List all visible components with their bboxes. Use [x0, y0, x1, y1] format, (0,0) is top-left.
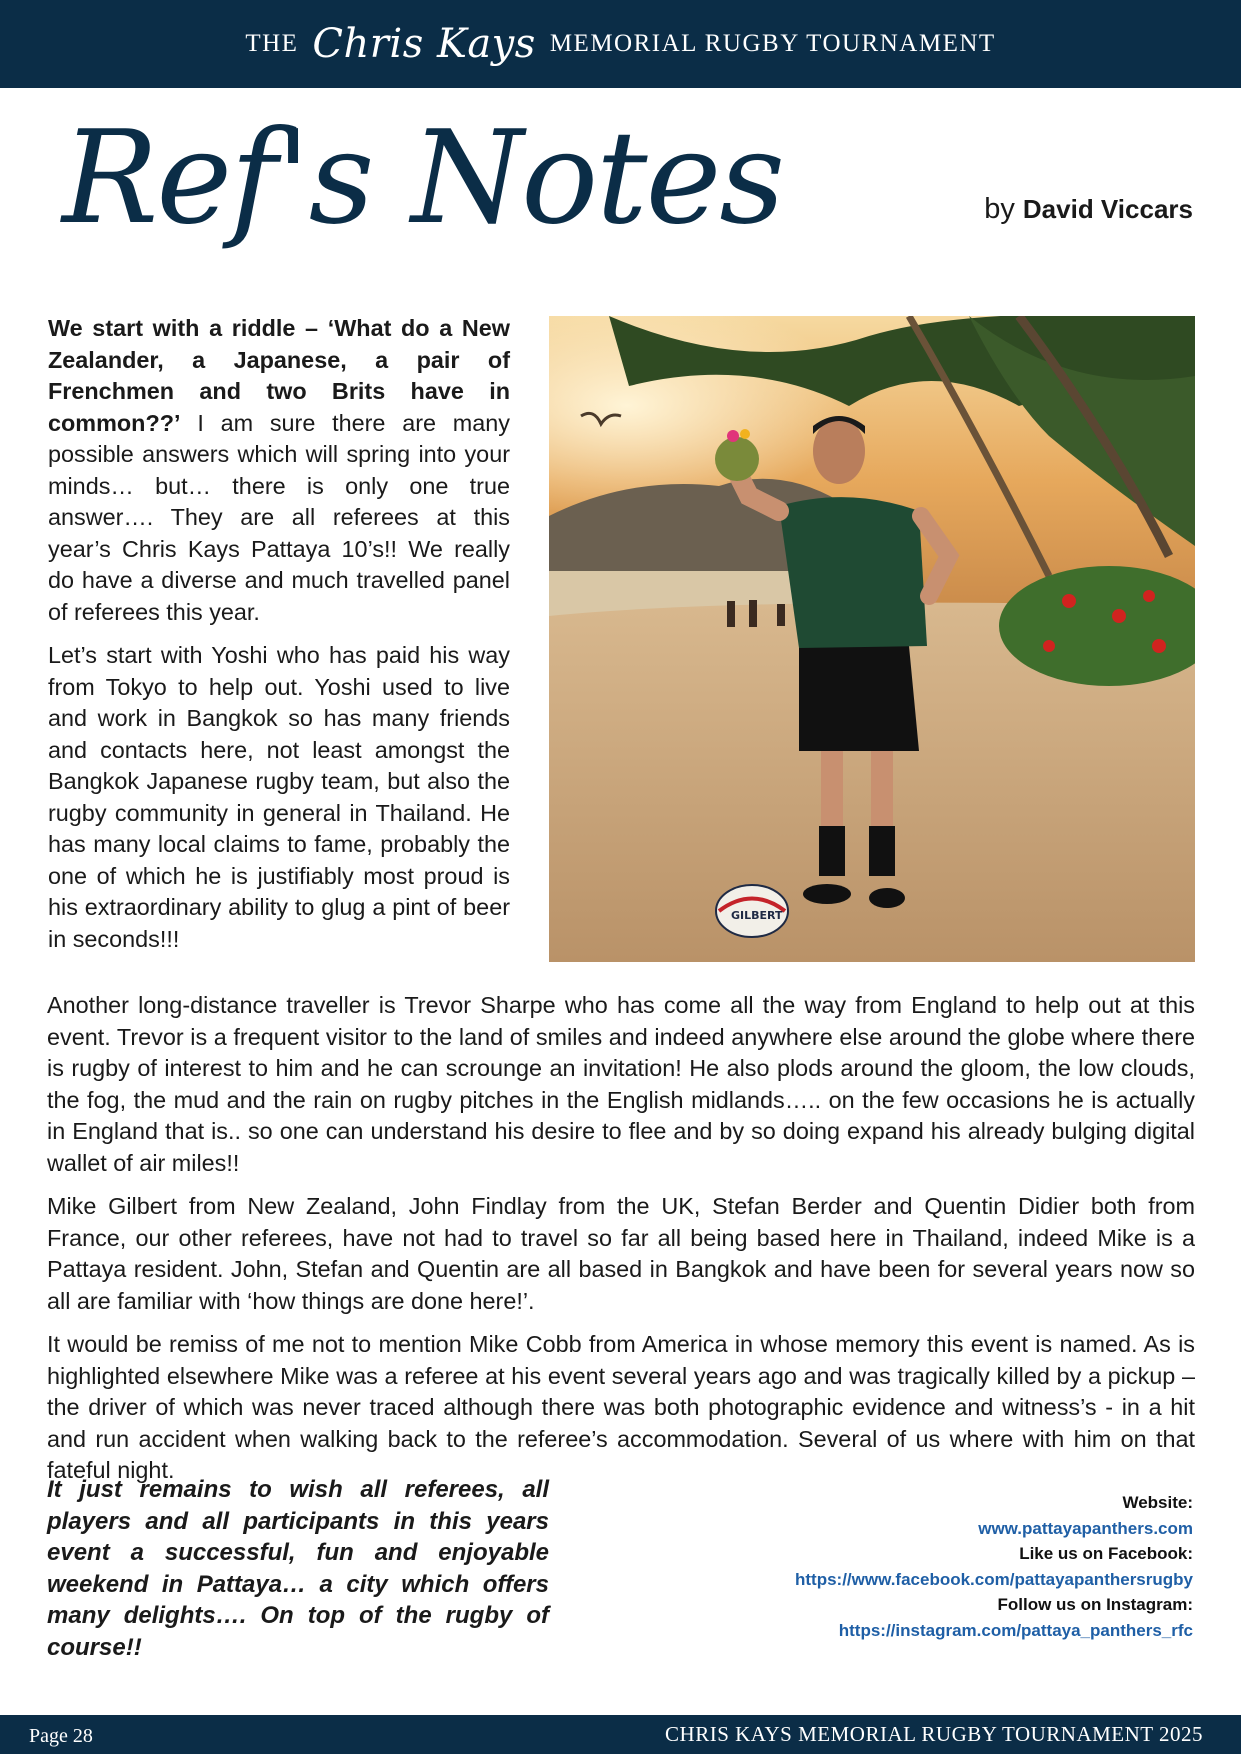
trevor-paragraph: Another long-distance traveller is Trevor Sharpe who has come all the way from England to help out at this event. Trevor is a frequent visitor to the land of smiles and indeed anywhere else around the globe where there is rugby of interest to him and he can scrounge an invitation! He also plods around the gloom, the low clouds, the fog, the mud and the rain on rugby pitches in the English midlands….. on the few occasions he is actually in England that is.. so one can understand his desire to flee and by so doing expand his already bulging digital wallet of air miles!!	[47, 992, 1195, 1176]
footer-bar	[0, 1715, 1241, 1754]
referee-beach-photo	[549, 316, 1195, 962]
byline-prefix: by	[984, 193, 1015, 225]
rugby-ball	[716, 885, 788, 937]
masthead-prefix: THE	[245, 30, 299, 57]
author-name: David Viccars	[1022, 194, 1193, 224]
instagram-link[interactable]: https://instagram.com/pattaya_panthers_rfc	[838, 1620, 1193, 1640]
main-body	[47, 990, 1195, 1499]
other-referees-paragraph: Mike Gilbert from New Zealand, John Findlay from the UK, Stefan Berder and Quentin Didier both from France, our other referees, have not had to travel so far all being based here in Thailand, indeed Mike is a Pattaya resident. John, Stefan and Quentin are all based in Bangkok and have been for several years now so all are familiar with ‘how things are done here!’.	[47, 1193, 1195, 1314]
intro-rest: I am sure there are many possible answers which will spring into your minds… but… there is only one true answer…. They are all referees at this year’s Chris Kays Pattaya 10’s!! We really do have a diverse and much travelled panel of referees this year.	[48, 409, 510, 625]
page-number: Page 28	[29, 1725, 93, 1747]
facebook-label: Like us on Facebook:	[1019, 1544, 1193, 1563]
ball-brand: GILBERT	[731, 909, 783, 922]
yoshi-paragraph: Let’s start with Yoshi who has paid his way from Tokyo to help out. Yoshi used to live and work in Bangkok so has many friends and contacts here, not least amongst the Bangkok Japanese rugby team, but also the rugby community in general in Thailand. He has many local claims to fame, probably the one of which he is justifiably most proud is his extraordinary ability to glug a pint of beer in seconds!!!	[48, 642, 510, 952]
footer-title: CHRIS KAYS MEMORIAL RUGBY TOURNAMENT 2025	[665, 1722, 1203, 1746]
article-title: Ref's Notes	[62, 104, 783, 253]
intro-paragraph	[48, 313, 510, 628]
website-label: Website:	[1122, 1493, 1193, 1512]
contact-block	[795, 1490, 1193, 1643]
facebook-link[interactable]: https://www.facebook.com/pattayapanthersrugby	[795, 1569, 1193, 1589]
closing-remark: It just remains to wish all referees, all players and all participants in this years event a successful, fun and enjoyable weekend in Pattaya… a city which offers many delights…. On top of the rugby of course!!	[47, 1476, 549, 1661]
masthead-bar	[0, 0, 1241, 88]
masthead-script-name: Chris Kays	[312, 21, 536, 67]
website-link[interactable]: www.pattayapanthers.com	[978, 1518, 1193, 1538]
byline	[984, 193, 1193, 226]
intro-riddle: We start with a riddle – ‘What do a New Zealander, a Japanese, a pair of Frenchmen and two Brits have in common??’	[48, 315, 510, 436]
masthead-suffix: MEMORIAL RUGBY TOURNAMENT	[549, 30, 996, 57]
intro-column	[48, 313, 510, 967]
mike-cobb-paragraph: It would be remiss of me not to mention Mike Cobb from America in whose memory this event is named. As is highlighted elsewhere Mike was a referee at his event several years ago and was tragically killed by a pickup – the driver of which was never traced although there was both photographic evidence and witness’s - in a hit and run accident when walking back to the referee’s accommodation. Several of us where with him on that fateful night.	[47, 1331, 1195, 1483]
instagram-label: Follow us on Instagram:	[997, 1595, 1193, 1614]
